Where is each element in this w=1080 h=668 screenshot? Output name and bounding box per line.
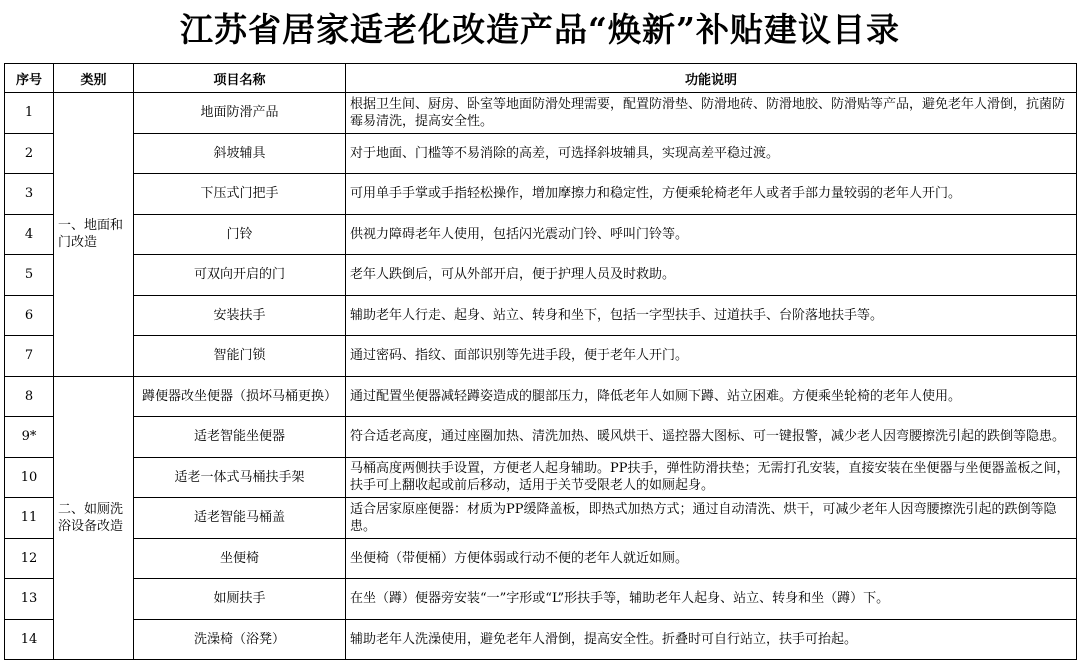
table-row <box>5 579 1077 620</box>
row-number: 6 <box>5 295 54 336</box>
item-description: 可用单手手掌或手指轻松操作，增加摩擦力和稳定性，方便乘轮椅老年人或者手部力量较弱的老年人开门。 <box>346 174 1077 215</box>
row-number: 12 <box>5 538 54 579</box>
subsidy-catalog-table <box>4 63 1077 660</box>
table-row <box>5 174 1077 215</box>
item-name: 门铃 <box>134 214 346 255</box>
item-description: 辅助老年人洗澡使用，避免老年人滑倒，提高安全性。折叠时可自行站立，扶手可抬起。 <box>346 619 1077 660</box>
item-name: 地面防滑产品 <box>134 93 346 134</box>
item-description: 辅助老年人行走、起身、站立、转身和坐下，包括一字型扶手、过道扶手、台阶落地扶手等。 <box>346 295 1077 336</box>
item-description: 供视力障碍老年人使用，包括闪光震动门铃、呼叫门铃等。 <box>346 214 1077 255</box>
row-number: 14 <box>5 619 54 660</box>
item-description: 对于地面、门槛等不易消除的高差，可选择斜坡辅具，实现高差平稳过渡。 <box>346 133 1077 174</box>
header-description: 功能说明 <box>346 64 1077 93</box>
table-row <box>5 214 1077 255</box>
table-row <box>5 417 1077 458</box>
category-cell: 二、如厕洗浴设备改造 <box>54 376 134 660</box>
item-name: 适老一体式马桶扶手架 <box>134 457 346 498</box>
table-row <box>5 457 1077 498</box>
item-name: 洗澡椅（浴凳） <box>134 619 346 660</box>
row-number: 10 <box>5 457 54 498</box>
row-number: 3 <box>5 174 54 215</box>
table-row <box>5 538 1077 579</box>
header-num: 序号 <box>5 64 54 93</box>
row-number: 11 <box>5 498 54 539</box>
table-row <box>5 295 1077 336</box>
item-name: 智能门锁 <box>134 336 346 377</box>
row-number: 13 <box>5 579 54 620</box>
item-description: 适合居家原座便器：材质为PP缓降盖板，即热式加热方式；通过自动清洗、烘干，可减少老年人因弯腰擦洗引起的跌倒等隐患。 <box>346 498 1077 539</box>
item-name: 斜坡辅具 <box>134 133 346 174</box>
row-number: 1 <box>5 93 54 134</box>
item-name: 适老智能坐便器 <box>134 417 346 458</box>
category-cell: 一、地面和门改造 <box>54 93 134 377</box>
item-description: 通过密码、指纹、面部识别等先进手段，便于老年人开门。 <box>346 336 1077 377</box>
row-number: 2 <box>5 133 54 174</box>
item-description: 老年人跌倒后，可从外部开启，便于护理人员及时救助。 <box>346 255 1077 296</box>
item-name: 坐便椅 <box>134 538 346 579</box>
item-name: 如厕扶手 <box>134 579 346 620</box>
item-description: 符合适老高度，通过座圈加热、清洗加热、暖风烘干、遥控器大图标、可一键报警，减少老人因弯腰擦洗引起的跌倒等隐患。 <box>346 417 1077 458</box>
item-name: 下压式门把手 <box>134 174 346 215</box>
item-name: 蹲便器改坐便器（损坏马桶更换） <box>134 376 346 417</box>
row-number: 5 <box>5 255 54 296</box>
header-category: 类别 <box>54 64 134 93</box>
header-name: 项目名称 <box>134 64 346 93</box>
item-description: 马桶高度两侧扶手设置，方便老人起身辅助。PP扶手，弹性防滑扶垫；无需打孔安装，直接安装在坐便器与坐便器盖板之间，扶手可上翻收起或前后移动，适用于关节受限老人的如厕起身。 <box>346 457 1077 498</box>
row-number: 7 <box>5 336 54 377</box>
row-number: 9* <box>5 417 54 458</box>
item-description: 通过配置坐便器减轻蹲姿造成的腿部压力，降低老年人如厕下蹲、站立困难。方便乘坐轮椅的老年人使用。 <box>346 376 1077 417</box>
item-description: 坐便椅（带便桶）方便体弱或行动不便的老年人就近如厕。 <box>346 538 1077 579</box>
item-name: 安装扶手 <box>134 295 346 336</box>
item-description: 根据卫生间、厨房、卧室等地面防滑处理需要，配置防滑垫、防滑地砖、防滑地胶、防滑贴等产品，避免老年人滑倒，抗菌防霉易清洗，提高安全性。 <box>346 93 1077 134</box>
row-number: 8 <box>5 376 54 417</box>
table-row <box>5 133 1077 174</box>
item-description: 在坐（蹲）便器旁安装“一”字形或“L”形扶手等，辅助老年人起身、站立、转身和坐（蹲）下。 <box>346 579 1077 620</box>
table-row <box>5 498 1077 539</box>
row-number: 4 <box>5 214 54 255</box>
table-row <box>5 255 1077 296</box>
table-row <box>5 376 1077 417</box>
item-name: 可双向开启的门 <box>134 255 346 296</box>
table-row <box>5 93 1077 134</box>
item-name: 适老智能马桶盖 <box>134 498 346 539</box>
table-row <box>5 336 1077 377</box>
table-header-row <box>5 64 1077 93</box>
table-row <box>5 619 1077 660</box>
document-title: 江苏省居家适老化改造产品“焕新”补贴建议目录 <box>180 10 900 49</box>
